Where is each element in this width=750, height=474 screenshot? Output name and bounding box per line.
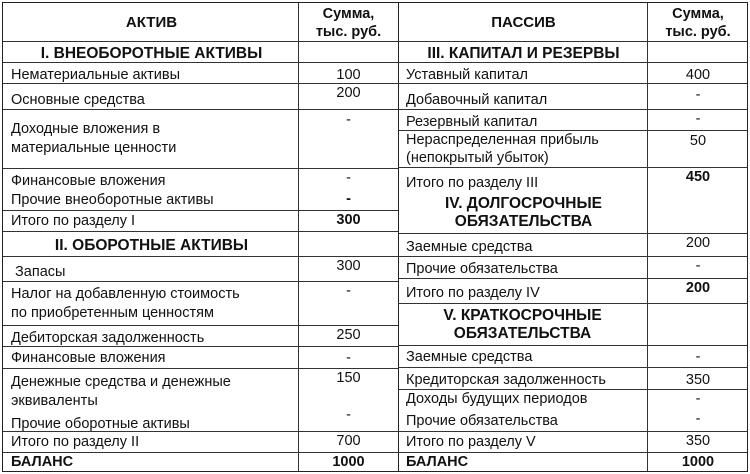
- row-label: Резервный капитал: [398, 110, 648, 130]
- section-5-total-label: Итого по разделу V: [398, 432, 648, 452]
- row-label: Дебиторская задолженность: [3, 326, 299, 346]
- table-row: [398, 346, 747, 368]
- table-row-combined: [398, 390, 747, 432]
- table-row: [3, 257, 398, 282]
- section-4-total-label: Итого по разделу IV: [398, 279, 648, 303]
- section-2-total-row: [3, 432, 398, 453]
- row-value: -: [695, 111, 701, 127]
- section-2-title-row: [3, 232, 398, 257]
- row-label: Денежные средства и денежные эквиваленты: [11, 374, 231, 409]
- row-value: -: [346, 191, 351, 207]
- balance-value: 1000: [681, 454, 715, 470]
- section-1-value: [299, 42, 398, 62]
- section-3-title-row: [398, 42, 747, 63]
- row-value: 200: [336, 85, 361, 101]
- row-label: Добавочный капитал: [398, 84, 648, 109]
- row-label: Основные средства: [3, 84, 299, 109]
- table-row: [398, 257, 747, 279]
- row-value: -: [695, 258, 701, 274]
- section-1-total-value: 300: [336, 212, 361, 228]
- row-label-group: [398, 168, 648, 233]
- amount-header-line2: тыс. руб.: [665, 24, 731, 40]
- section-2-total-label: Итого по разделу II: [3, 432, 299, 452]
- liabilities-header-amount: [649, 3, 747, 41]
- row-label-group: [398, 390, 648, 431]
- row-value: -: [695, 87, 701, 103]
- row-value-group: [649, 390, 747, 431]
- row-value: 300: [336, 258, 361, 274]
- amount-header-line1: Сумма,: [322, 6, 375, 22]
- assets-table: [2, 2, 399, 472]
- row-label: Прочие обязательства: [406, 413, 558, 429]
- row-value: -: [346, 112, 351, 128]
- row-value-group: [299, 169, 398, 210]
- row-value: -: [346, 350, 351, 366]
- table-row: [3, 347, 398, 369]
- row-value: 200: [685, 235, 711, 251]
- table-row: [398, 63, 747, 84]
- row-value-group: [299, 369, 398, 431]
- section-5-value: [649, 304, 747, 345]
- section-3-total-and-section-4-title-row: [398, 168, 747, 234]
- section-2-title: II. ОБОРОТНЫЕ АКТИВЫ: [3, 232, 299, 256]
- section-4-title: IV. ДОЛГОСРОЧНЫЕ ОБЯЗАТЕЛЬСТВА: [444, 195, 603, 230]
- row-value: -: [695, 349, 701, 365]
- liabilities-header-row: [398, 3, 747, 42]
- row-label: Доходные вложения в материальные ценности: [3, 110, 299, 168]
- section-3-total-value: 450: [685, 169, 711, 185]
- row-value: 100: [336, 67, 361, 83]
- section-2-value: [299, 232, 398, 256]
- section-5-total-value: 350: [685, 433, 711, 449]
- row-value: 350: [685, 372, 711, 388]
- table-row: [398, 234, 747, 257]
- row-label: Нематериальные активы: [3, 63, 299, 83]
- row-label: Прочие внеоборотные активы: [11, 192, 214, 208]
- section-4-total-value: 200: [685, 280, 711, 296]
- section-5-title: V. КРАТКОСРОЧНЫЕ ОБЯЗАТЕЛЬСТВА: [398, 304, 648, 345]
- amount-header-line1: Сумма,: [672, 6, 724, 22]
- row-label: Финансовые вложения: [11, 173, 166, 189]
- table-row: [3, 63, 398, 84]
- section-1-title: I. ВНЕОБОРОТНЫЕ АКТИВЫ: [3, 42, 299, 62]
- section-1-title-row: [3, 42, 398, 63]
- liabilities-header-title: ПАССИВ: [398, 3, 648, 41]
- table-row: [3, 84, 398, 110]
- row-label: Заемные средства: [398, 346, 648, 367]
- balance-row: [3, 453, 398, 471]
- assets-header-title: АКТИВ: [3, 3, 299, 41]
- table-row-combined: [3, 169, 398, 211]
- section-1-total-row: [3, 211, 398, 232]
- table-row: [398, 84, 747, 110]
- row-label: Нераспределенная прибыль (непокрытый убыток): [398, 131, 648, 167]
- section-5-title-row: [398, 304, 747, 346]
- table-row: [3, 110, 398, 169]
- section-2-total-value: 700: [336, 433, 361, 449]
- balance-value: 1000: [332, 454, 365, 470]
- assets-header-row: [3, 3, 398, 42]
- row-label: Финансовые вложения: [3, 347, 299, 368]
- table-row: [398, 131, 747, 168]
- table-row-combined: [3, 369, 398, 432]
- section-1-total-label: Итого по разделу I: [3, 211, 299, 231]
- balance-row: [398, 453, 747, 471]
- row-value: 150: [336, 370, 361, 386]
- row-value: -: [695, 411, 701, 427]
- row-label-group: [3, 369, 299, 431]
- liabilities-table: [398, 2, 748, 472]
- row-value: 50: [689, 133, 707, 149]
- table-row: [398, 110, 747, 131]
- row-label: Прочие оборотные активы: [11, 416, 190, 432]
- table-row: [398, 368, 747, 390]
- row-label: Налог на добавленную стоимость по приобретенным ценностям: [3, 282, 299, 325]
- section-3-total-label: Итого по разделу III: [406, 175, 539, 191]
- row-value: 400: [685, 67, 711, 83]
- section-3-title: III. КАПИТАЛ И РЕЗЕРВЫ: [398, 42, 648, 62]
- row-label: Уставный капитал: [398, 63, 648, 83]
- assets-header-amount: [299, 3, 398, 41]
- row-value: -: [346, 170, 351, 186]
- balance-label: БАЛАНС: [398, 453, 648, 471]
- row-label: Кредиторская задолженность: [398, 368, 648, 389]
- section-5-total-row: [398, 432, 747, 453]
- table-row: [3, 326, 398, 347]
- balance-label: БАЛАНС: [3, 453, 299, 471]
- row-value: 250: [336, 327, 361, 343]
- row-label: Прочие обязательства: [398, 257, 648, 278]
- amount-header-line2: тыс. руб.: [315, 24, 382, 40]
- row-value: -: [346, 283, 351, 299]
- row-value: -: [695, 391, 701, 407]
- table-row: [3, 282, 398, 326]
- section-3-value: [649, 42, 747, 62]
- row-label: Заемные средства: [398, 234, 648, 256]
- section-4-total-row: [398, 279, 747, 304]
- row-value: -: [346, 407, 351, 423]
- row-label: Запасы: [3, 257, 299, 281]
- row-label: Доходы будущих периодов: [406, 391, 588, 407]
- row-label-group: [3, 169, 299, 210]
